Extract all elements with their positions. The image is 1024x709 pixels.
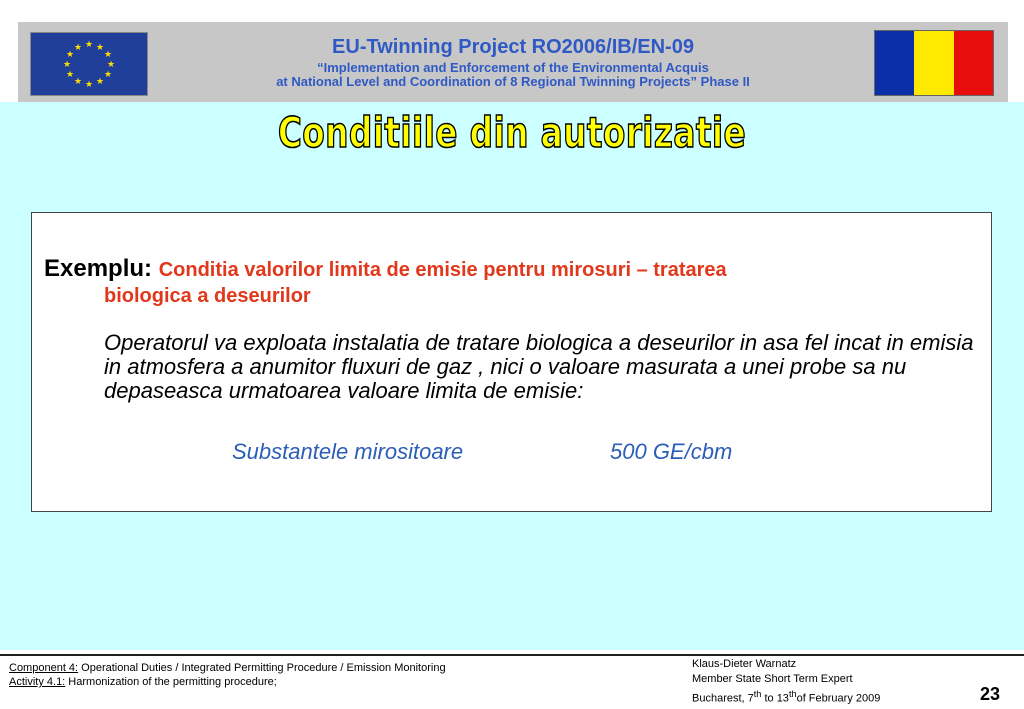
date-sup-1: th: [753, 689, 762, 699]
substance-value: 500 GE/cbm: [610, 439, 733, 464]
svg-text:★: ★: [62, 60, 72, 70]
footer-divider: [0, 654, 1024, 656]
slide-title: Conditiile din autorizatie: [277, 108, 747, 157]
date-sup-2: th: [788, 689, 797, 699]
svg-text:★: ★: [65, 70, 75, 80]
footer-left: [9, 661, 446, 689]
project-subtitle-1: “Implementation and Enforcement of the Environmental Acquis: [317, 60, 709, 75]
project-title: EU-Twinning Project RO2006/IB/EN-09: [332, 36, 694, 58]
footer-right: [692, 657, 880, 707]
date-mid: to 13: [761, 692, 789, 705]
activity-line: [9, 675, 446, 689]
svg-text:★: ★: [95, 77, 105, 87]
svg-text:★: ★: [103, 50, 113, 60]
date-prefix: Bucharest, 7: [692, 692, 754, 705]
page-number: 23: [980, 684, 1001, 704]
operator-paragraph: Operatorul va exploata instalatia de tratare biologica a deseurilor in asa fel incat in emisia in atmosfera a anumitor fluxuri de gaz , nici o valoare masurata a unei probe sa nu depaseasca urmatoarea valoare limita de emisie:: [104, 330, 974, 403]
activity-label: Activity 4.1:: [9, 676, 66, 688]
project-subtitle-2: at National Level and Coordination of 8 Regional Twinning Projects” Phase II: [276, 74, 750, 89]
example-line: [44, 255, 727, 283]
event-date: [692, 687, 880, 707]
flag-stripe-blue: [875, 31, 914, 95]
example-label: Exemplu:: [44, 255, 153, 282]
svg-text:★: ★: [84, 40, 94, 50]
author-name: Klaus-Dieter Warnatz: [692, 658, 797, 670]
header-banner: [18, 22, 1008, 102]
example-heading-1: Conditia valorilor limita de emisie pentru mirosuri – tratarea: [158, 259, 727, 281]
date-suffix: of February 2009: [796, 692, 881, 705]
svg-text:★: ★: [103, 70, 113, 80]
component-text: Operational Duties / Integrated Permitting Procedure / Emission Monitoring: [78, 662, 446, 674]
svg-text:★: ★: [73, 77, 83, 87]
flag-stripe-red: [954, 31, 993, 95]
activity-text: Harmonization of the permitting procedure;: [65, 676, 277, 688]
svg-text:★: ★: [106, 60, 116, 70]
substance-label: Substantele mirositoare: [232, 439, 464, 464]
author-role: Member State Short Term Expert: [692, 673, 853, 685]
svg-text:★: ★: [95, 43, 105, 53]
svg-text:★: ★: [73, 43, 83, 53]
flag-stripe-yellow: [914, 31, 953, 95]
svg-text:★: ★: [65, 50, 75, 60]
svg-text:★: ★: [84, 80, 94, 90]
content-box: [31, 212, 992, 512]
component-label: Component 4:: [9, 662, 79, 674]
example-heading-2: biologica a deseurilor: [104, 285, 311, 307]
romania-flag-icon: [874, 30, 994, 96]
component-line: [9, 661, 446, 675]
